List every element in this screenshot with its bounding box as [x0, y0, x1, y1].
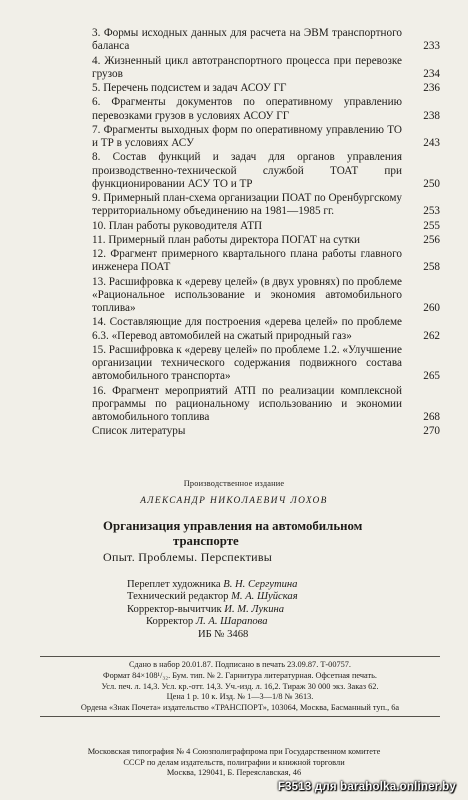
- toc-item-page: 243: [423, 137, 440, 149]
- toc-item-page: 260: [423, 302, 440, 314]
- toc-item-title: 5. Перечень подсистем и задач АСОУ ГГ: [92, 82, 287, 94]
- printing-house: [0, 747, 468, 779]
- toc-item-page: 262: [423, 329, 440, 342]
- credit-line: [127, 591, 298, 603]
- book-title-line-1: Организация управления на автомобильном: [103, 519, 363, 533]
- imprint-line: Формат 84×108¹/₃₂. Бум. тип. № 2. Гарнитура литературная. Офсетная печать.: [103, 670, 377, 680]
- credit-person: Л. А. Шарапова: [195, 616, 268, 628]
- book-subtitle: Опыт. Проблемы. Перспективы: [103, 550, 273, 564]
- edition-type: Производственное издание: [183, 479, 285, 488]
- toc-item-title: 13. Расшифровка к «дереву целей» (в двух уровнях) по проблеме «Рациональное использование и экономия автомобильного топлива»: [92, 275, 402, 314]
- divider: [40, 656, 440, 657]
- toc-item-page: 268: [423, 410, 440, 423]
- toc-item: [92, 384, 440, 425]
- toc-item-page: 253: [423, 205, 440, 218]
- book-title-line-2: транспорте: [173, 533, 239, 548]
- printing-line: Московская типография № 4 Союзполиграфпрома при Государственном комитете: [87, 747, 381, 756]
- toc-item: [92, 425, 440, 438]
- book-title: [103, 519, 403, 548]
- imprint-line: Усл. печ. л. 14,3. Усл. кр.-отт. 14,3. Уч.-изд. л. 16,2. Тираж 30 000 экз. Заказ 62.: [101, 681, 379, 691]
- toc-item: [92, 54, 440, 81]
- toc-item: [92, 219, 440, 233]
- table-of-contents: [92, 27, 440, 440]
- toc-item-page: 234: [423, 67, 440, 80]
- toc-item-page: 233: [423, 40, 440, 53]
- toc-item-page: 258: [423, 261, 440, 274]
- toc-item: [92, 248, 440, 274]
- imprint: [40, 660, 440, 714]
- toc-item-title: 4. Жизненный цикл автотранспортного процесса при перевозке грузов: [92, 54, 402, 80]
- toc-item: [92, 123, 440, 150]
- toc-item-title: 9. Примерный план-схема организации ПОАТ по Оренбургскому территориальному объединению на 1981—1985 гг.: [92, 192, 403, 218]
- toc-item-title: Список литературы: [92, 425, 186, 438]
- toc-item-page: 255: [423, 219, 440, 232]
- toc-item-title: 3. Формы исходных данных для расчета на ЭВМ транспортного баланса: [92, 27, 402, 53]
- toc-item-title: 14. Составляющие для построения «дерева целей» по проблеме 6.3. «Перевод автомобилей на сжатый природный газ»: [92, 316, 402, 342]
- toc-item-page: 250: [423, 177, 440, 190]
- toc-item: [92, 192, 440, 218]
- credit-role: Корректор: [146, 616, 194, 628]
- toc-item-title: 16. Фрагмент мероприятий АТП по реализации комплексной программы по рациональному использованию и экономии автомобильного топлива: [92, 384, 402, 423]
- watermark: F3513 для baraholka.onliner.by: [277, 781, 456, 793]
- toc-item: [92, 82, 440, 95]
- toc-item: [92, 27, 440, 53]
- toc-item: [92, 96, 440, 122]
- toc-item: [92, 151, 440, 191]
- toc-item-page: 265: [423, 370, 440, 383]
- toc-item-page: 256: [423, 233, 440, 246]
- toc-item-title: 7. Фрагменты выходных форм по оперативному управлению ТО и ТР в условиях АСУ: [92, 123, 402, 149]
- divider: [40, 716, 440, 717]
- toc-item-title: 8. Состав функций и задач для органов управления производственно-технической службой ТОАТ при функционировании АСУ ТО и ТР: [92, 151, 402, 190]
- toc-item-title: 11. Примерный план работы директора ПОГАТ на сутки: [92, 233, 360, 246]
- toc-item-title: 6. Фрагменты документов по оперативному управлению перевозками грузов в условиях АСОУ ГГ: [92, 96, 402, 122]
- credit-line: [127, 579, 298, 591]
- author-name: АЛЕКСАНДР НИКОЛАЕВИЧ ЛОХОВ: [140, 496, 328, 506]
- imprint-line: Сдано в набор 20.01.87. Подписано в печать 23.09.87. Т-00757.: [129, 660, 351, 669]
- ib-number: ИБ № 3468: [198, 628, 249, 640]
- credit-person: М. А. Шуйская: [231, 591, 298, 603]
- toc-item-page: 238: [423, 109, 440, 122]
- credit-line: [127, 604, 298, 616]
- credit-role: Корректор-вычитчик: [127, 603, 222, 615]
- toc-item-title: 12. Фрагмент примерного квартального плана работы главного инженера ПОАТ: [92, 248, 402, 274]
- imprint-line: Цена 1 р. 10 к. Изд. № 1—3—1/8 № 3613.: [166, 692, 314, 702]
- toc-item: [92, 343, 440, 384]
- toc-item-title: 10. План работы руководителя АТП: [92, 219, 263, 232]
- credit-person: И. М. Лукина: [224, 603, 285, 615]
- toc-item-page: 236: [423, 82, 440, 94]
- toc-item: [92, 275, 440, 316]
- credits: [127, 579, 298, 641]
- toc-item: [92, 233, 440, 247]
- credit-role: Переплет художника: [127, 579, 221, 590]
- printing-line: СССР по делам издательств, полиграфии и книжной торговли: [123, 757, 345, 767]
- toc-item: [92, 316, 440, 342]
- toc-item-title: 15. Расшифровка к «дереву целей» по проблеме 1.2. «Улучшение организации технического содержания подвижного состава автомобильного транспорта»: [92, 343, 403, 383]
- toc-item-page: 270: [423, 425, 440, 438]
- imprint-line: Ордена «Знак Почета» издательство «ТРАНСПОРТ», 103064, Москва, Басманный туп., 6а: [80, 703, 400, 713]
- credit-role: Технический редактор: [127, 591, 229, 603]
- credit-line: [127, 616, 298, 628]
- printing-line: Москва, 129041, Б. Переяславская, 46: [166, 768, 302, 778]
- credit-person: В. Н. Сергутина: [223, 579, 298, 590]
